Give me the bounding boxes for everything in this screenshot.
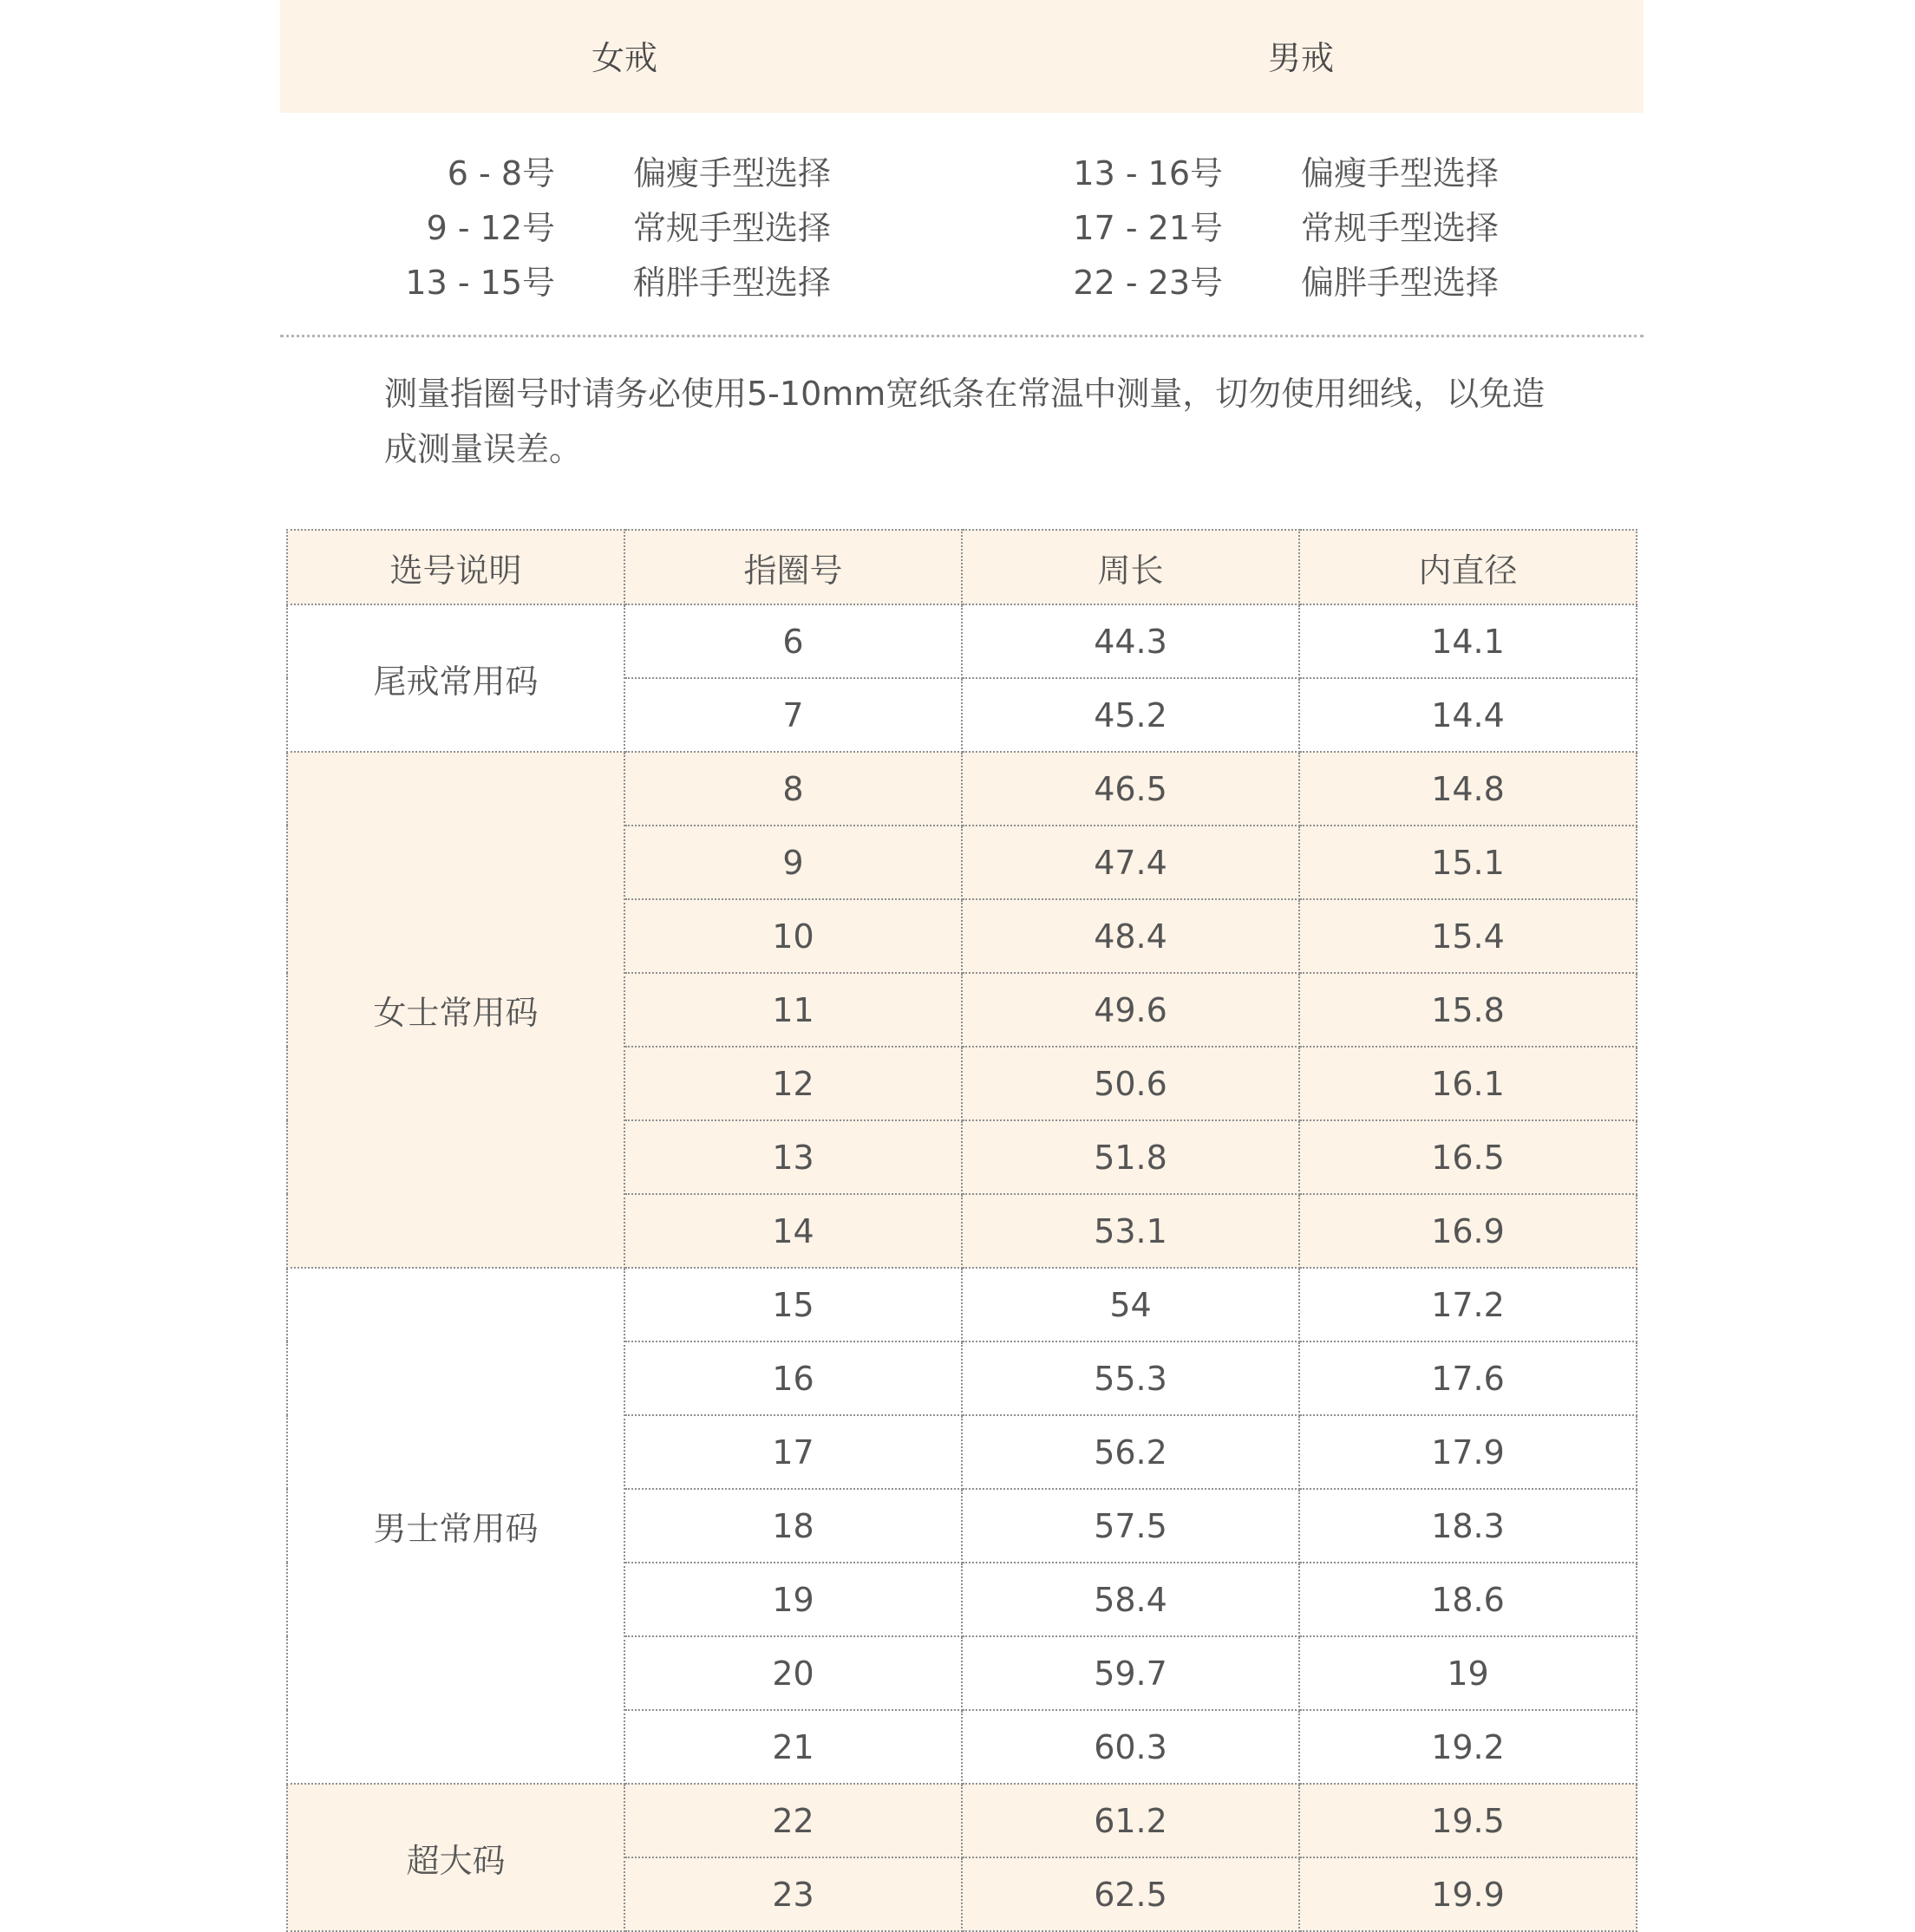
header-circumference: 周长 <box>962 530 1299 604</box>
table-body <box>287 604 1637 1931</box>
ring-size-cell: 14 <box>624 1194 962 1268</box>
range-size: 17 - 21号 <box>1073 209 1223 247</box>
size-group-label: 女士常用码 <box>287 752 624 1268</box>
table-row <box>287 1268 1637 1341</box>
size-group-label: 尾戒常用码 <box>287 604 624 752</box>
range-size: 13 - 15号 <box>405 264 555 302</box>
range-size: 13 - 16号 <box>1073 154 1223 193</box>
inner-diameter-cell: 16.5 <box>1299 1120 1637 1194</box>
circumference-cell: 50.6 <box>962 1047 1299 1120</box>
table-row <box>287 604 1637 678</box>
ring-size-cell: 13 <box>624 1120 962 1194</box>
women-range-row <box>373 146 980 201</box>
range-size: 6 - 8号 <box>447 154 555 193</box>
ring-size-cell: 8 <box>624 752 962 826</box>
ring-size-cell: 12 <box>624 1047 962 1120</box>
ring-size-table-wrapper <box>286 529 1637 1914</box>
table-row <box>287 752 1637 826</box>
circumference-cell: 62.5 <box>962 1857 1299 1931</box>
range-description: 偏瘦手型选择 <box>633 154 832 193</box>
ring-size-cell: 16 <box>624 1341 962 1415</box>
circumference-cell: 46.5 <box>962 752 1299 826</box>
inner-diameter-cell: 17.6 <box>1299 1341 1637 1415</box>
women-range-row <box>373 200 980 256</box>
circumference-cell: 53.1 <box>962 1194 1299 1268</box>
inner-diameter-cell: 18.6 <box>1299 1563 1637 1636</box>
ring-size-cell: 20 <box>624 1636 962 1710</box>
inner-diameter-cell: 15.1 <box>1299 826 1637 899</box>
circumference-cell: 59.7 <box>962 1636 1299 1710</box>
inner-diameter-cell: 16.1 <box>1299 1047 1637 1120</box>
size-category-header <box>280 0 1644 113</box>
header-inner-diameter: 内直径 <box>1299 530 1637 604</box>
dotted-divider <box>280 335 1644 337</box>
men-size-ranges <box>1041 146 1648 310</box>
circumference-cell: 60.3 <box>962 1710 1299 1784</box>
range-size: 9 - 12号 <box>426 209 555 247</box>
inner-diameter-cell: 17.9 <box>1299 1415 1637 1489</box>
women-range-row <box>373 255 980 310</box>
inner-diameter-cell: 15.4 <box>1299 899 1637 973</box>
ring-size-cell: 22 <box>624 1784 962 1857</box>
circumference-cell: 57.5 <box>962 1489 1299 1563</box>
range-description: 稍胖手型选择 <box>633 264 832 302</box>
circumference-cell: 47.4 <box>962 826 1299 899</box>
inner-diameter-cell: 19.5 <box>1299 1784 1637 1857</box>
circumference-cell: 45.2 <box>962 678 1299 752</box>
range-description: 偏瘦手型选择 <box>1301 154 1500 193</box>
table-row <box>287 1784 1637 1857</box>
ring-size-cell: 9 <box>624 826 962 899</box>
inner-diameter-cell: 14.1 <box>1299 604 1637 678</box>
ring-size-cell: 18 <box>624 1489 962 1563</box>
range-size: 22 - 23号 <box>1073 264 1223 302</box>
ring-size-cell: 15 <box>624 1268 962 1341</box>
ring-size-cell: 7 <box>624 678 962 752</box>
ring-size-cell: 10 <box>624 899 962 973</box>
header-ring-size: 指圈号 <box>624 530 962 604</box>
men-range-row <box>1041 146 1648 201</box>
circumference-cell: 55.3 <box>962 1341 1299 1415</box>
circumference-cell: 56.2 <box>962 1415 1299 1489</box>
inner-diameter-cell: 17.2 <box>1299 1268 1637 1341</box>
range-description: 常规手型选择 <box>633 209 832 247</box>
ring-size-table <box>286 529 1637 1932</box>
inner-diameter-cell: 19.2 <box>1299 1710 1637 1784</box>
header-size-description: 选号说明 <box>287 530 624 604</box>
size-group-label: 男士常用码 <box>287 1268 624 1784</box>
inner-diameter-cell: 19.9 <box>1299 1857 1637 1931</box>
circumference-cell: 61.2 <box>962 1784 1299 1857</box>
measurement-note-line-1: 测量指圈号时请务必使用5-10mm宽纸条在常温中测量，切勿使用细线，以免造 <box>384 375 1546 413</box>
range-description: 常规手型选择 <box>1301 209 1500 247</box>
table-header-row <box>287 530 1637 604</box>
circumference-cell: 54 <box>962 1268 1299 1341</box>
ring-size-cell: 23 <box>624 1857 962 1931</box>
ring-size-cell: 6 <box>624 604 962 678</box>
ring-size-cell: 11 <box>624 973 962 1047</box>
men-range-row <box>1041 200 1648 256</box>
ring-size-cell: 17 <box>624 1415 962 1489</box>
range-description: 偏胖手型选择 <box>1301 264 1500 302</box>
circumference-cell: 44.3 <box>962 604 1299 678</box>
inner-diameter-cell: 14.8 <box>1299 752 1637 826</box>
inner-diameter-cell: 14.4 <box>1299 678 1637 752</box>
circumference-cell: 51.8 <box>962 1120 1299 1194</box>
size-group-label: 超大码 <box>287 1784 624 1931</box>
measurement-note <box>384 366 1546 477</box>
inner-diameter-cell: 15.8 <box>1299 973 1637 1047</box>
men-ring-title: 男戒 <box>1267 39 1334 77</box>
ring-size-cell: 19 <box>624 1563 962 1636</box>
women-ring-title: 女戒 <box>591 39 657 77</box>
circumference-cell: 58.4 <box>962 1563 1299 1636</box>
circumference-cell: 48.4 <box>962 899 1299 973</box>
women-size-ranges <box>373 146 980 310</box>
inner-diameter-cell: 18.3 <box>1299 1489 1637 1563</box>
ring-size-cell: 21 <box>624 1710 962 1784</box>
men-range-row <box>1041 255 1648 310</box>
inner-diameter-cell: 16.9 <box>1299 1194 1637 1268</box>
circumference-cell: 49.6 <box>962 973 1299 1047</box>
measurement-note-line-2: 成测量误差。 <box>384 430 583 468</box>
inner-diameter-cell: 19 <box>1299 1636 1637 1710</box>
